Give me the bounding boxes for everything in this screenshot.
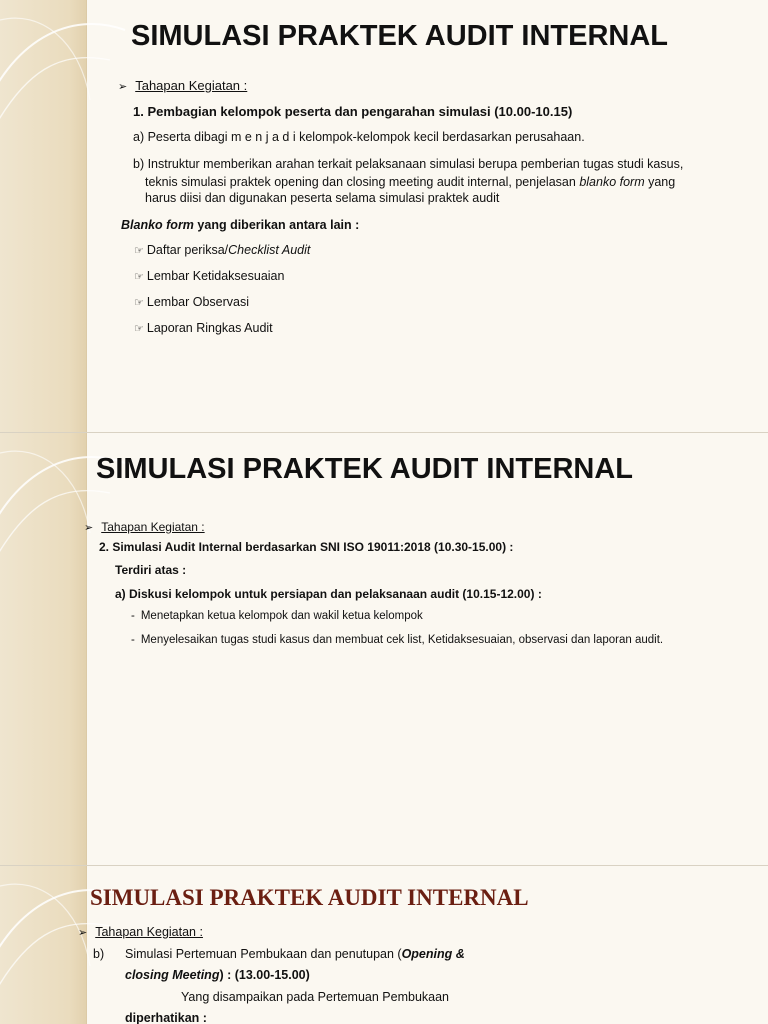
slide-1-title: SIMULASI PRAKTEK AUDIT INTERNAL: [131, 20, 669, 52]
slide-2-dash-1: - Menetapkan ketua kelompok dan wakil ketua kelompok: [131, 610, 423, 622]
slide-2-terdiri: Terdiri atas :: [115, 563, 187, 577]
form-item-observasi: ☞ Lembar Observasi: [134, 295, 249, 309]
slide-1-item-b-line-1: b) Instruktur memberikan arahan terkait pelaksanaan simulasi berupa pemberian tugas studi kasus,: [133, 157, 684, 171]
slide-2: [0, 433, 768, 865]
dash-bullet-icon: -: [131, 634, 135, 646]
form-item-checklist: ☞ Daftar periksa/Checklist Audit: [134, 243, 311, 257]
arrowhead-bullet-icon: ➢: [118, 81, 128, 93]
pointing-hand-icon: ☞: [134, 245, 144, 257]
slide-2-section-label: ➢ Tahapan Kegiatan :: [84, 520, 205, 534]
slide-3-item-b-line-2: closing Meeting) : (13.00-15.00): [125, 968, 310, 982]
slide-3-line-3: Yang disampaikan pada Pertemuan Pembukaan: [181, 990, 449, 1004]
slide-2-dash-2: - Menyelesaikan tugas studi kasus dan membuat cek list, Ketidaksesuaian, observasi dan laporan audit.: [131, 634, 664, 646]
slide-1-section-label: ➢ Tahapan Kegiatan :: [118, 78, 248, 93]
slide-3-line-4: diperhatikan :: [125, 1011, 207, 1024]
decorative-swirl-icon: [0, 0, 130, 140]
pointing-hand-icon: ☞: [134, 323, 144, 335]
pointing-hand-icon: ☞: [134, 271, 144, 283]
pointing-hand-icon: ☞: [134, 297, 144, 309]
arrowhead-bullet-icon: ➢: [84, 522, 94, 534]
slide-1-step-1: 1. Pembagian kelompok peserta dan pengarahan simulasi (10.00-10.15): [133, 104, 573, 119]
arrowhead-bullet-icon: ➢: [78, 927, 88, 939]
slide-3-section-label: ➢ Tahapan Kegiatan :: [78, 925, 203, 939]
slide-1-blanko-heading: Blanko form yang diberikan antara lain :: [121, 218, 360, 232]
slide-1: [0, 0, 768, 432]
form-item-laporan: ☞ Laporan Ringkas Audit: [134, 321, 273, 335]
slide-3-title: SIMULASI PRAKTEK AUDIT INTERNAL: [90, 885, 529, 910]
slide-3: [0, 866, 768, 1024]
slide-3-item-b-label: b): [93, 947, 105, 961]
slide-2-item-a: a) Diskusi kelompok untuk persiapan dan pelaksanaan audit (10.15-12.00) :: [115, 587, 542, 601]
form-item-ketidaksesuaian: ☞ Lembar Ketidaksesuaian: [134, 269, 285, 283]
slide-1-item-b-line-3: harus diisi dan digunakan peserta selama simulasi praktek audit: [145, 191, 500, 205]
slide-1-item-a: a) Peserta dibagi m e n j a d i kelompok-kelompok kecil berdasarkan perusahaan.: [133, 130, 585, 144]
slide-2-step-2: 2. Simulasi Audit Internal berdasarkan SNI ISO 19011:2018 (10.30-15.00) :: [99, 540, 514, 554]
dash-bullet-icon: -: [131, 610, 135, 622]
slide-2-title: SIMULASI PRAKTEK AUDIT INTERNAL: [96, 453, 634, 485]
slide-1-item-b-line-2: teknis simulasi praktek opening dan closing meeting audit internal, penjelasan blanko form yang: [145, 175, 676, 189]
slide-3-item-b-line-1: Simulasi Pertemuan Pembukaan dan penutupan (Opening &: [125, 947, 465, 961]
